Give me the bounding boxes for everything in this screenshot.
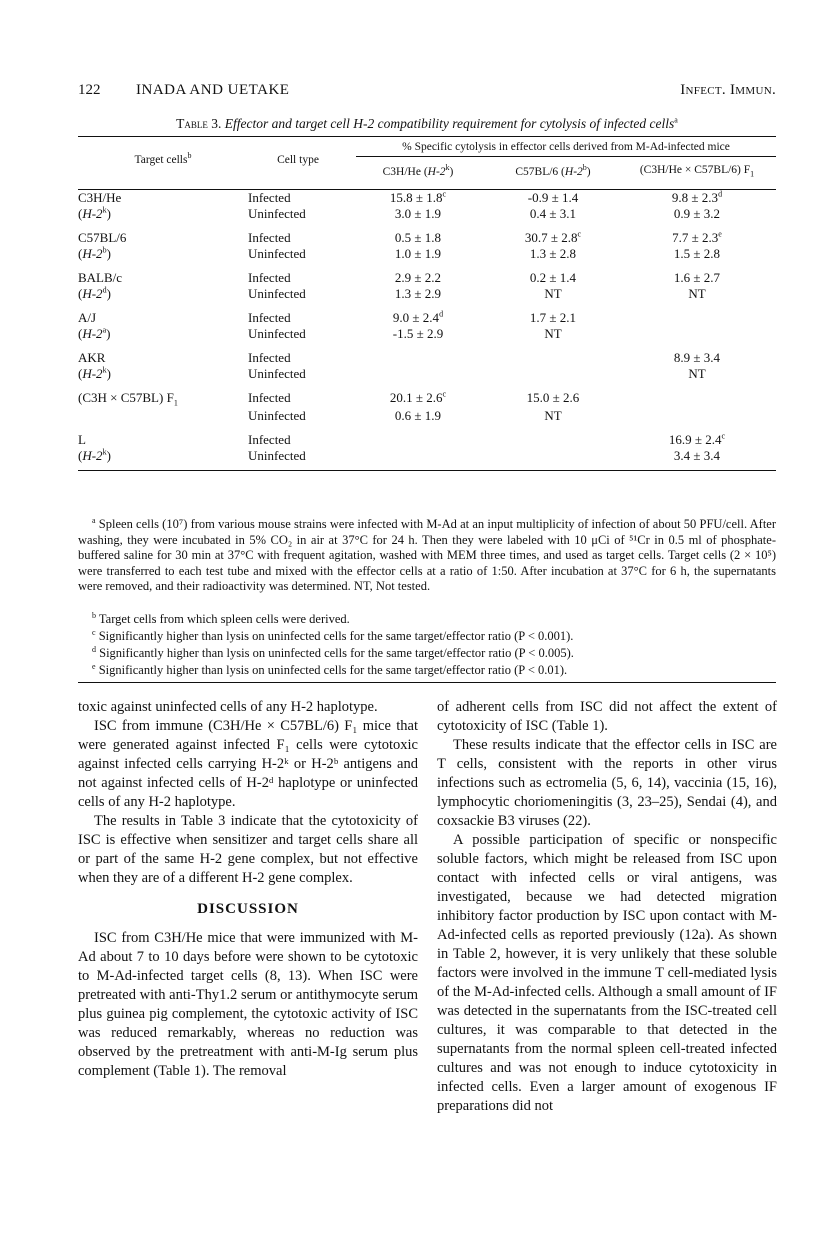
value-cell: 0.6 ± 1.9 <box>394 407 442 423</box>
table-row <box>78 246 776 262</box>
value-cell: 3.4 ± 3.4 <box>673 447 721 463</box>
left-column <box>78 698 418 1081</box>
value-cell <box>348 448 488 464</box>
table-row <box>78 190 776 207</box>
paragraph: ISC from C3H/He mice that were immunized with M-Ad about 7 to 10 days before were shown to be cytotoxic to M-Ad-infected target cells (8, 13). When ISC were pretreated with anti-Thy1.2 serum or antithymocyte serum plus guinea pig complement, the cytotoxic activity of ISC was reduced remarkably, whereas no reduction was observed by the pretreatment with anti-M-Ig serum plus complement (Table 1). The removal <box>78 930 418 1079</box>
target-h2: (H-2$^k$) <box>78 365 111 381</box>
value-cell <box>488 350 618 366</box>
value-cell: 15.0 ± 2.6 <box>526 390 580 405</box>
value-cell: NT <box>544 326 562 341</box>
value-cell: 9.8 ± 2.3$^d$ <box>671 189 723 205</box>
value-cell: 20.1 ± 2.6$^c$ <box>389 389 447 405</box>
paragraph: of adherent cells from ISC did not affect the extent of cytotoxicity of ISC (Table 1). <box>437 699 777 734</box>
table-label: Table 3. <box>176 116 222 131</box>
value-cell <box>348 432 488 448</box>
cell-type: Uninfected <box>248 366 306 381</box>
cell-type: Uninfected <box>248 407 306 423</box>
target-h2: (H-2$^b$) <box>78 245 111 261</box>
cell-type: Infected <box>248 230 291 245</box>
table-row <box>78 390 776 408</box>
paragraph: These results indicate that the effector cells in ISC are T cells, consistent with the reports in other virus infections such as ectromelia (5, 6, 14), vaccinia (15, 16), lymphocytic choriomeningitis (3, 23–25), Sendai (4), and coxsackie B3 viruses (22). <box>437 737 777 829</box>
table-row <box>78 326 776 342</box>
target-cell-name: AKR <box>78 350 106 365</box>
right-column <box>437 698 777 1116</box>
table-row <box>78 286 776 302</box>
value-cell: 0.5 ± 1.8 <box>394 230 442 245</box>
cell-type: Uninfected <box>248 326 306 341</box>
paragraph: A possible participation of specific or nonspecific soluble factors, which might be released from ISC upon contact with infected cells or viral antigens, was investigated, because we had detected migration inhibitory factor production by ISC upon contact with M-Ad-infected cells as reported previously (12a). As shown in Table 2, however, it is very unlikely that these soluble factors were involved in the immune T cell-mediated lysis of the M-Ad-infected cells. Although a small amount of IF was detected in the supernatants from the ISC-treated cell cultures, it was comparable to that detected in the supernatants from the normal spleen cell-treated infected cultures and was not enough to induce cytotoxicity in infected cells. Even a larger amount of exogenous IF preparations did not <box>437 832 777 1114</box>
paragraph: toxic against uninfected cells of any H-2 haplotype. <box>78 699 378 715</box>
cell-type: Infected <box>248 431 291 447</box>
running-header <box>78 82 776 106</box>
value-cell <box>488 448 618 464</box>
col-header-f1: (C3H/He × C57BL/6) $F_1$ <box>639 164 755 179</box>
section-heading: DISCUSSION <box>197 901 299 917</box>
target-cell-name: C3H/He <box>78 190 122 205</box>
table-title-footnote-mark: a <box>674 115 678 125</box>
col-header-c3h: C3H/He (H-2$^k$) <box>382 162 454 178</box>
target-cell-name: A/J <box>78 310 97 325</box>
paragraph: The results in Table 3 indicate that the cytotoxicity of ISC is effective when sensitizer and target cells share all or part of the same H-2 gene complex, but not effective when they are of a different H-2 gene complex. <box>78 813 418 886</box>
footnote-c: $^c$ Significantly higher than lysis on uninfected cells for the same target/effector ratio (P < 0.001). <box>92 627 574 643</box>
value-cell: 7.7 ± 2.3$^e$ <box>672 229 722 245</box>
footnote-a: $^a$ Spleen cells (10⁷) from various mouse strains were infected with M-Ad at an input multiplicity of infection of about 50 PFU/cell. After washing, they were incubated in 5% CO₂ in air at 37°C for 24 h. Then they were labeled with 10 μCi of ⁵¹Cr in 0.5 ml of phosphate-buffered saline for 30 min at 37°C with frequent agitation, washed with MEM three times, and used as target cells. Target cells (2 × 10⁵) were transferred to each test tube and mixed with the effector cells at a ratio of 1:50. After incubation at 37°C for 6 h, the supernatants were removed, and their radioactivity was determined. NT, Not tested. <box>78 515 777 593</box>
cell-type: Infected <box>248 190 291 205</box>
table-row <box>78 230 776 246</box>
value-cell: 1.7 ± 2.1 <box>529 310 577 325</box>
cell-type: Uninfected <box>248 206 306 221</box>
table-body <box>78 190 776 464</box>
col-header-celltype: Cell type <box>248 137 348 184</box>
value-cell: 1.6 ± 2.7 <box>673 270 721 285</box>
value-cell: 1.0 ± 1.9 <box>394 246 442 261</box>
paragraph: ISC from immune (C3H/He × C57BL/6) F₁ mice that were generated against infected F₁ cells were cytotoxic against infected cells carrying H-2ᵏ or H-2ᵇ antigens and not against infected cells of H-2ᵈ haplotype or uninfected cells of any H-2 haplotype. <box>78 718 418 810</box>
page-number: 122 <box>78 82 101 98</box>
footnote-e: $^e$ Significantly higher than lysis on uninfected cells for the same target/effector ratio (P < 0.01). <box>92 661 568 677</box>
value-cell: 1.5 ± 2.8 <box>673 246 721 261</box>
target-cell-name: L <box>78 431 86 447</box>
value-cell <box>618 310 776 326</box>
value-cell: 1.3 ± 2.8 <box>529 246 577 261</box>
value-cell <box>488 432 618 448</box>
value-cell <box>348 350 488 366</box>
table-title: Effector and target cell H-2 compatibility requirement for cytolysis of infected cells <box>224 116 675 131</box>
table-row <box>78 366 776 382</box>
cell-type: Infected <box>248 390 291 405</box>
target-h2 <box>78 408 248 424</box>
cell-type: Uninfected <box>248 246 306 261</box>
col-header-group: % Specific cytolysis in effector cells derived from M-Ad-infected mice <box>348 137 776 161</box>
value-cell: NT <box>544 407 562 423</box>
value-cell <box>618 408 776 424</box>
table-row <box>78 350 776 366</box>
col-header-c57: C57BL/6 (H-2$^b$) <box>515 162 591 178</box>
target-h2: (H-2$^a$) <box>78 325 111 341</box>
footnote-b: $^b$ Target cells from which spleen cells were derived. <box>92 610 350 626</box>
target-h2: (H-2$^k$) <box>78 205 111 221</box>
value-cell: 0.2 ± 1.4 <box>529 270 577 285</box>
journal-name: Infect. Immun. <box>680 82 776 98</box>
running-authors: INADA AND UETAKE <box>136 82 290 98</box>
value-cell: 15.8 ± 1.8$^c$ <box>389 189 447 205</box>
cell-type: Infected <box>248 310 291 325</box>
value-cell: 30.7 ± 2.8$^c$ <box>524 229 582 245</box>
value-cell: 16.9 ± 2.4$^c$ <box>668 431 726 447</box>
cell-type: Infected <box>248 270 291 285</box>
value-cell: 1.3 ± 2.9 <box>394 286 442 301</box>
target-cell-name: BALB/c <box>78 270 123 285</box>
footnote-d: $^d$ Significantly higher than lysis on uninfected cells for the same target/effector ratio (P < 0.005). <box>92 644 574 660</box>
value-cell: 2.9 ± 2.2 <box>394 270 442 285</box>
col-header-target: Target cells$^b$ <box>78 137 248 184</box>
cell-type: Uninfected <box>248 447 306 463</box>
value-cell <box>618 390 776 408</box>
value-cell: 3.0 ± 1.9 <box>394 206 442 221</box>
table-caption <box>78 116 776 132</box>
value-cell: -0.9 ± 1.4 <box>527 190 579 205</box>
target-h2: (H-2$^d$) <box>78 285 111 301</box>
value-cell: -1.5 ± 2.9 <box>392 326 444 341</box>
divider <box>78 682 776 683</box>
cell-type: Uninfected <box>248 286 306 301</box>
value-cell: 9.0 ± 2.4$^d$ <box>392 309 444 325</box>
cell-type: Infected <box>248 350 291 365</box>
value-cell: 0.4 ± 3.1 <box>529 206 577 221</box>
cytolysis-table <box>78 136 776 471</box>
value-cell <box>488 366 618 382</box>
value-cell: 0.9 ± 3.2 <box>673 206 721 221</box>
value-cell: NT <box>544 286 562 301</box>
table-row <box>78 448 776 464</box>
target-cell-name: (C3H × C57BL) $F_1$ <box>78 390 178 408</box>
value-cell: NT <box>688 366 706 381</box>
target-cell-name: C57BL/6 <box>78 230 127 245</box>
target-h2: (H-2$^k$) <box>78 447 111 463</box>
table-row <box>78 270 776 286</box>
table-row <box>78 310 776 326</box>
value-cell: 8.9 ± 3.4 <box>673 350 721 365</box>
value-cell: NT <box>688 286 706 301</box>
value-cell <box>618 326 776 342</box>
table-row <box>78 408 776 424</box>
value-cell <box>348 366 488 382</box>
table-row <box>78 206 776 222</box>
table-row <box>78 432 776 448</box>
